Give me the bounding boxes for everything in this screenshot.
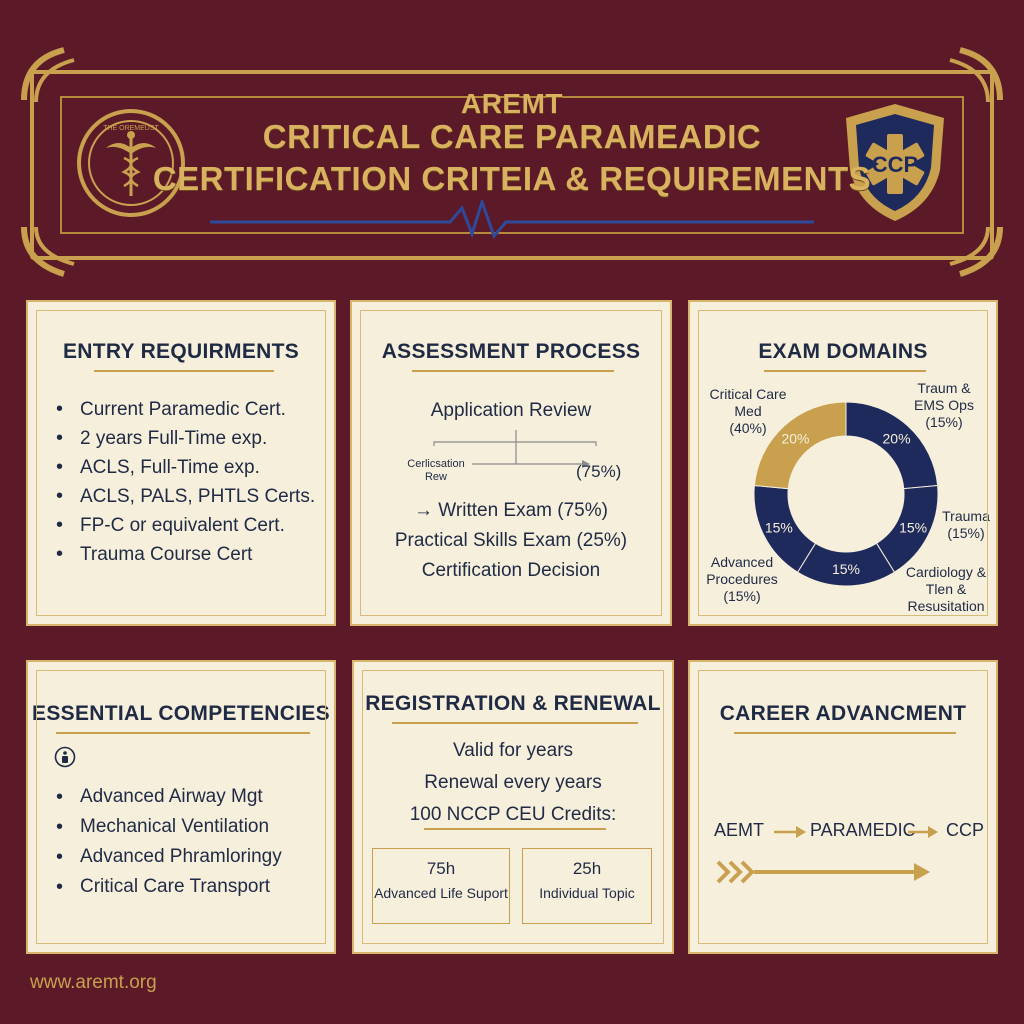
- card-title: ASSESSMENT PROCESS: [381, 340, 641, 363]
- step-certification-decision: Certification Decision: [421, 560, 601, 581]
- shield-text: CCP: [871, 152, 919, 177]
- label-line: Critical Care: [709, 386, 787, 402]
- card-title: ESSENTIAL COMPETENCIES: [32, 702, 330, 725]
- assessment-process-card: [350, 300, 672, 626]
- ceu-category: Advanced Life Suport: [374, 885, 508, 901]
- label-line: Tlen &: [925, 581, 967, 597]
- title-underline: [392, 722, 638, 724]
- label-line: Resusitation: [907, 598, 985, 614]
- step-written-exam: → Written Exam (75%): [414, 500, 608, 521]
- label-line: Cardiology &: [905, 564, 987, 580]
- list-item: • Advanced Phramloringy: [54, 842, 282, 872]
- label-line: (15%): [947, 525, 985, 541]
- list-item: • Critical Care Transport: [54, 872, 282, 902]
- side-label-line: Cerlicsation: [407, 458, 465, 470]
- list-item: • Advanced Airway Mgt: [54, 782, 282, 812]
- list-item: • FP-C or equivalent Cert.: [54, 511, 315, 540]
- title-underline: [412, 370, 614, 372]
- list-item: • 2 years Full-Time exp.: [54, 424, 315, 453]
- label-line: Procedures: [706, 571, 778, 587]
- label-line: (40%): [729, 420, 767, 436]
- info-icon: [54, 746, 76, 768]
- corner-ornament-icon: [14, 222, 84, 282]
- ceu-box-individual: [522, 848, 652, 924]
- donut-slice-label: 20%: [882, 430, 911, 447]
- title-underline: [764, 370, 926, 372]
- seal-text: THE OREMEUST: [103, 125, 159, 132]
- label-line: (15%): [925, 414, 963, 430]
- label-cardiology: [896, 564, 996, 615]
- ceu-underline: [424, 828, 606, 830]
- label-trauma: [936, 508, 996, 542]
- step-practical-exam: Practical Skills Exam (25%): [394, 530, 628, 551]
- page-title-line-1: CRITICAL CARE PARAMEADIC: [262, 118, 762, 155]
- card-title: ENTRY REQUIRMENTS: [62, 340, 300, 363]
- career-step-ccp: CCP: [946, 820, 985, 840]
- arrow-right-icon: [774, 824, 806, 840]
- side-label: [396, 458, 476, 484]
- entry-requirements-card: [26, 300, 336, 626]
- card-title: EXAM DOMAINS: [758, 340, 928, 363]
- card-title: REGISTRATION & RENEWAL: [365, 692, 661, 715]
- label-line: Advanced: [710, 554, 774, 570]
- label-trauma-ems: [900, 380, 988, 431]
- label-advanced-procedures: [700, 554, 784, 605]
- label-line: EMS Ops: [914, 397, 974, 413]
- footer-url[interactable]: www.aremt.org: [30, 972, 157, 993]
- donut-slice-label: 15%: [899, 519, 928, 536]
- review-percent: (75%): [576, 462, 622, 481]
- side-label-line: Rew: [424, 471, 447, 483]
- validity-text: Valid for years: [452, 740, 574, 761]
- list-item: • Current Paramedic Cert.: [54, 395, 315, 424]
- list-item: • Mechanical Ventilation: [54, 812, 282, 842]
- ceu-hours: 25h: [572, 859, 602, 878]
- donut-slice-label: 15%: [764, 519, 793, 536]
- competency-list: [54, 782, 282, 902]
- title-underline: [94, 370, 274, 372]
- ceu-box-advanced: [372, 848, 510, 924]
- arrow-right-icon: [908, 824, 938, 840]
- page-title-line-2: CERTIFICATION CRITEIA & REQUIREMENTS: [152, 160, 872, 197]
- ceu-hours: 75h: [426, 859, 456, 878]
- career-step-aemt: AEMT: [714, 820, 765, 840]
- step-application-review: Application Review: [430, 400, 592, 421]
- entry-list: [54, 395, 315, 569]
- ceu-category: Individual Topic: [539, 885, 635, 901]
- label-critical-care: [704, 386, 792, 437]
- label-line: (15%): [723, 588, 761, 604]
- label-line: Traum &: [917, 380, 971, 396]
- list-item: • ACLS, PALS, PHTLS Certs.: [54, 482, 315, 511]
- heartbeat-line-icon: [210, 200, 814, 240]
- exam-domains-card: [688, 300, 998, 626]
- donut-slice-label: 20%: [781, 430, 810, 447]
- career-step-paramedic: PARAMEDIC: [810, 820, 916, 840]
- title-underline: [734, 732, 956, 734]
- label-line: Trauma: [942, 508, 990, 524]
- corner-ornament-icon: [940, 222, 1010, 282]
- ceu-credits-text: 100 NCCP CEU Credits:: [409, 804, 617, 825]
- donut-slice-label: 15%: [831, 561, 861, 577]
- list-item: • ACLS, Full-Time exp.: [54, 453, 315, 482]
- career-advancement-card: [688, 660, 998, 954]
- renewal-text: Renewal every years: [424, 772, 602, 793]
- registration-renewal-card: [352, 660, 674, 954]
- list-item: • Trauma Course Cert: [54, 540, 315, 569]
- card-title: CAREER ADVANCMENT: [719, 702, 967, 725]
- title-underline: [56, 732, 310, 734]
- progress-chevron-arrow-icon: [716, 858, 936, 886]
- label-line: Med: [734, 403, 762, 419]
- essential-competencies-card: [26, 660, 336, 954]
- org-name: AREMT: [460, 88, 564, 119]
